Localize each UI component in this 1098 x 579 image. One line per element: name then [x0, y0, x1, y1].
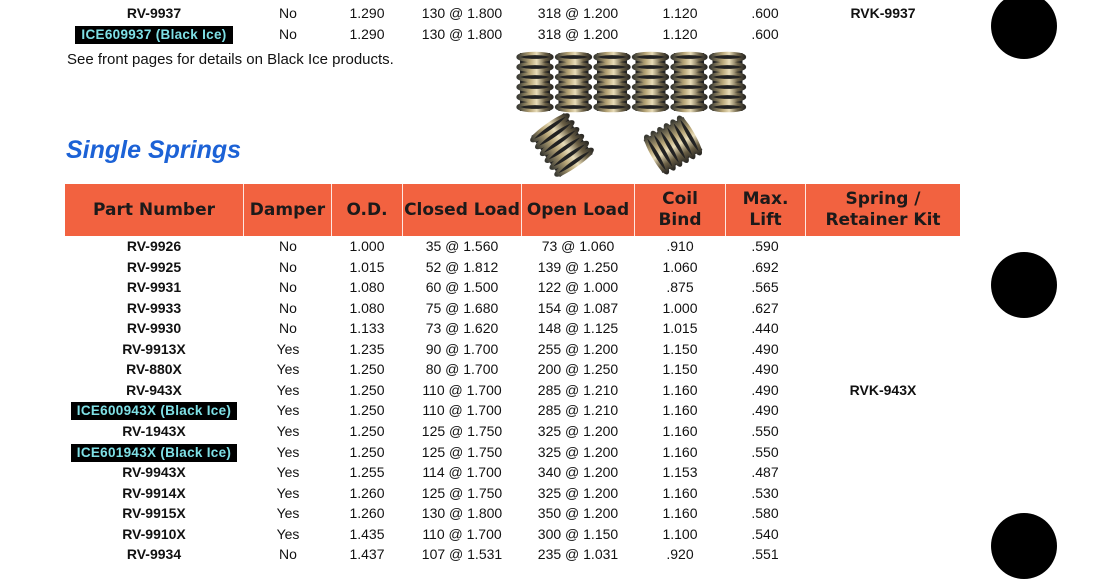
cell-od: 1.290 [349, 25, 385, 42]
cell-open: 318 @ 1.200 [537, 25, 619, 42]
cell-closed: 125 @ 1.750 [421, 422, 503, 439]
cell-lift: .692 [751, 258, 779, 275]
cell-bind: 1.120 [662, 25, 698, 42]
cell-open: 300 @ 1.150 [537, 525, 619, 542]
cell-open: 255 @ 1.200 [537, 340, 619, 357]
cell-bind: .910 [666, 238, 694, 254]
header-damper: Damper [249, 199, 326, 220]
cell-damper: No [279, 546, 297, 563]
cell-od: 1.000 [349, 238, 385, 254]
cell-closed: 60 @ 1.500 [425, 279, 499, 296]
cell-kit [808, 257, 958, 277]
cell-closed: 35 @ 1.560 [425, 238, 499, 254]
cell-damper: Yes [276, 402, 300, 419]
binder-hole-middle [991, 252, 1057, 318]
cell-bind: 1.015 [662, 320, 698, 337]
cell-lift: .490 [751, 381, 779, 398]
cell-od: 1.250 [349, 381, 385, 398]
cell-open: 73 @ 1.060 [541, 238, 615, 254]
cell-open: 285 @ 1.210 [537, 402, 619, 419]
cell-part: RV-9925 [126, 258, 182, 275]
cell-damper: Yes [276, 484, 300, 501]
cell-closed: 80 @ 1.700 [425, 361, 499, 378]
cell-od: 1.250 [349, 443, 385, 460]
cell-damper: No [279, 25, 297, 42]
cell-part: RV-9910X [122, 525, 186, 542]
cell-kit [808, 359, 958, 379]
cell-closed: 130 @ 1.800 [421, 505, 503, 522]
cell-damper: Yes [276, 422, 300, 439]
cell-closed: 130 @ 1.800 [421, 25, 503, 42]
cell-part: RV-9931 [126, 279, 182, 296]
cell-lift: .550 [751, 422, 779, 439]
cell-lift: .490 [751, 340, 779, 357]
cell-damper: No [279, 238, 297, 254]
cell-bind: .875 [666, 279, 694, 296]
header-open-load: Open Load [526, 199, 630, 220]
cell-damper: Yes [276, 361, 300, 378]
cell-kit [808, 483, 958, 503]
binder-hole-bottom [991, 513, 1057, 579]
cell-damper: Yes [276, 340, 300, 357]
cell-kit [808, 421, 958, 441]
cell-damper: No [279, 258, 297, 275]
cell-od: 1.133 [349, 320, 385, 337]
cell-lift: .627 [751, 299, 779, 316]
cell-open: 318 @ 1.200 [537, 5, 619, 21]
cell-closed: 125 @ 1.750 [421, 484, 503, 501]
cell-kit: RVK-943X [849, 381, 917, 398]
cell-damper: No [279, 279, 297, 296]
cell-lift: .600 [751, 25, 779, 42]
cell-part: RV-9933 [126, 299, 182, 316]
cell-kit [808, 524, 958, 544]
cell-damper: Yes [276, 464, 300, 481]
cell-kit [808, 462, 958, 482]
cell-part: RV-9913X [122, 340, 186, 357]
cell-closed: 90 @ 1.700 [425, 340, 499, 357]
cell-od: 1.290 [349, 5, 385, 21]
cell-od: 1.015 [349, 258, 385, 275]
cell-kit [808, 236, 958, 256]
cell-open: 139 @ 1.250 [537, 258, 619, 275]
cell-lift: .490 [751, 361, 779, 378]
cell-open: 235 @ 1.031 [537, 546, 619, 563]
cell-closed: 73 @ 1.620 [425, 320, 499, 337]
cell-kit: RVK-9937 [850, 5, 916, 21]
cell-closed: 75 @ 1.680 [425, 299, 499, 316]
cell-od: 1.255 [349, 464, 385, 481]
cell-part: RV-1943X [122, 422, 186, 439]
header-closed-load: Closed Load [404, 199, 520, 220]
cell-lift: .551 [751, 546, 779, 563]
cell-kit [808, 277, 958, 297]
header-coil-bind: Coil Bind [658, 189, 702, 230]
cell-od: 1.250 [349, 422, 385, 439]
cell-damper: Yes [276, 505, 300, 522]
cell-open: 148 @ 1.125 [537, 320, 619, 337]
cell-closed: 114 @ 1.700 [422, 464, 502, 481]
cell-bind: 1.160 [662, 381, 698, 398]
cell-open: 154 @ 1.087 [537, 299, 619, 316]
cell-part [65, 400, 243, 420]
cell-kit [808, 298, 958, 318]
cell-bind: 1.000 [662, 299, 698, 316]
cell-lift: .490 [751, 402, 779, 419]
cell-open: 325 @ 1.200 [537, 443, 619, 460]
cell-closed: 110 @ 1.700 [422, 381, 502, 398]
cell-bind: 1.160 [662, 443, 698, 460]
cell-bind: 1.160 [662, 422, 698, 439]
cell-part: RV-9915X [122, 505, 186, 522]
cell-od: 1.260 [349, 484, 385, 501]
cell-lift: .440 [751, 320, 779, 337]
cell-closed: 130 @ 1.800 [421, 5, 503, 21]
cell-bind: 1.150 [662, 340, 698, 357]
cell-bind: 1.150 [662, 361, 698, 378]
binder-hole-top [991, 0, 1057, 59]
cell-part: RV-9937 [126, 5, 182, 21]
cell-bind: 1.160 [662, 484, 698, 501]
cell-lift: .487 [751, 464, 779, 481]
black-ice-part-label: ICE609937 (Black Ice) [75, 26, 232, 44]
cell-part [65, 24, 243, 44]
cell-bind: 1.153 [662, 464, 698, 481]
cell-kit [808, 318, 958, 338]
cell-open: 350 @ 1.200 [537, 505, 619, 522]
cell-part: RV-9926 [126, 238, 182, 254]
cell-closed: 110 @ 1.700 [422, 402, 502, 419]
cell-kit [808, 503, 958, 523]
cell-part: RV-9930 [126, 320, 182, 337]
cell-lift: .530 [751, 484, 779, 501]
cell-od: 1.250 [349, 361, 385, 378]
cell-part: RV-9914X [122, 484, 186, 501]
cell-od: 1.437 [349, 546, 385, 563]
cell-kit [808, 24, 958, 44]
cell-open: 122 @ 1.000 [537, 279, 619, 296]
black-ice-part-label: ICE601943X (Black Ice) [71, 444, 237, 462]
cell-open: 340 @ 1.200 [537, 464, 619, 481]
cell-lift: .565 [751, 279, 779, 296]
cell-bind: 1.060 [662, 258, 698, 275]
cell-lift: .580 [751, 505, 779, 522]
cell-bind: .920 [666, 546, 694, 563]
cell-lift: .550 [751, 443, 779, 460]
cell-part: RV-9934 [126, 546, 182, 563]
cell-od: 1.260 [349, 505, 385, 522]
cell-lift: .590 [751, 238, 779, 254]
cell-od: 1.080 [349, 279, 385, 296]
header-max-lift: Max. Lift [742, 189, 789, 230]
cell-od: 1.080 [349, 299, 385, 316]
cell-closed: 110 @ 1.700 [422, 525, 502, 542]
cell-open: 325 @ 1.200 [537, 484, 619, 501]
cell-lift: .540 [751, 525, 779, 542]
cell-damper: Yes [276, 381, 300, 398]
cell-open: 200 @ 1.250 [537, 361, 619, 378]
cell-kit [808, 442, 958, 462]
cell-part [65, 442, 243, 462]
cell-open: 325 @ 1.200 [537, 422, 619, 439]
header-part-number: Part Number [92, 199, 216, 220]
cell-damper: Yes [276, 525, 300, 542]
header-spring-retainer-kit: Spring / Retainer Kit [825, 189, 941, 230]
cell-closed: 107 @ 1.531 [421, 546, 503, 563]
cell-kit [808, 544, 958, 564]
cell-open: 285 @ 1.210 [537, 381, 619, 398]
section-title: Single Springs [66, 136, 242, 164]
black-ice-note: See front pages for details on Black Ice products. [67, 51, 394, 68]
cell-damper: No [279, 5, 297, 21]
cell-bind: 1.160 [662, 402, 698, 419]
cell-bind: 1.100 [662, 525, 698, 542]
cell-part: RV-943X [126, 381, 182, 398]
cell-part: RV-880X [126, 361, 182, 378]
cell-closed: 125 @ 1.750 [421, 443, 503, 460]
cell-lift: .600 [751, 5, 779, 21]
header-od: O.D. [346, 199, 388, 220]
cell-part: RV-9943X [122, 464, 186, 481]
valve-springs-photo [512, 48, 757, 178]
cell-kit [808, 339, 958, 359]
cell-closed: 52 @ 1.812 [425, 258, 499, 275]
cell-od: 1.250 [349, 402, 385, 419]
cell-damper: Yes [276, 443, 300, 460]
cell-od: 1.235 [349, 340, 385, 357]
cell-damper: No [279, 320, 297, 337]
cell-damper: No [279, 299, 297, 316]
cell-kit [808, 400, 958, 420]
cell-od: 1.435 [349, 525, 385, 542]
cell-bind: 1.160 [662, 505, 698, 522]
cell-bind: 1.120 [662, 5, 698, 21]
black-ice-part-label: ICE600943X (Black Ice) [71, 402, 237, 420]
